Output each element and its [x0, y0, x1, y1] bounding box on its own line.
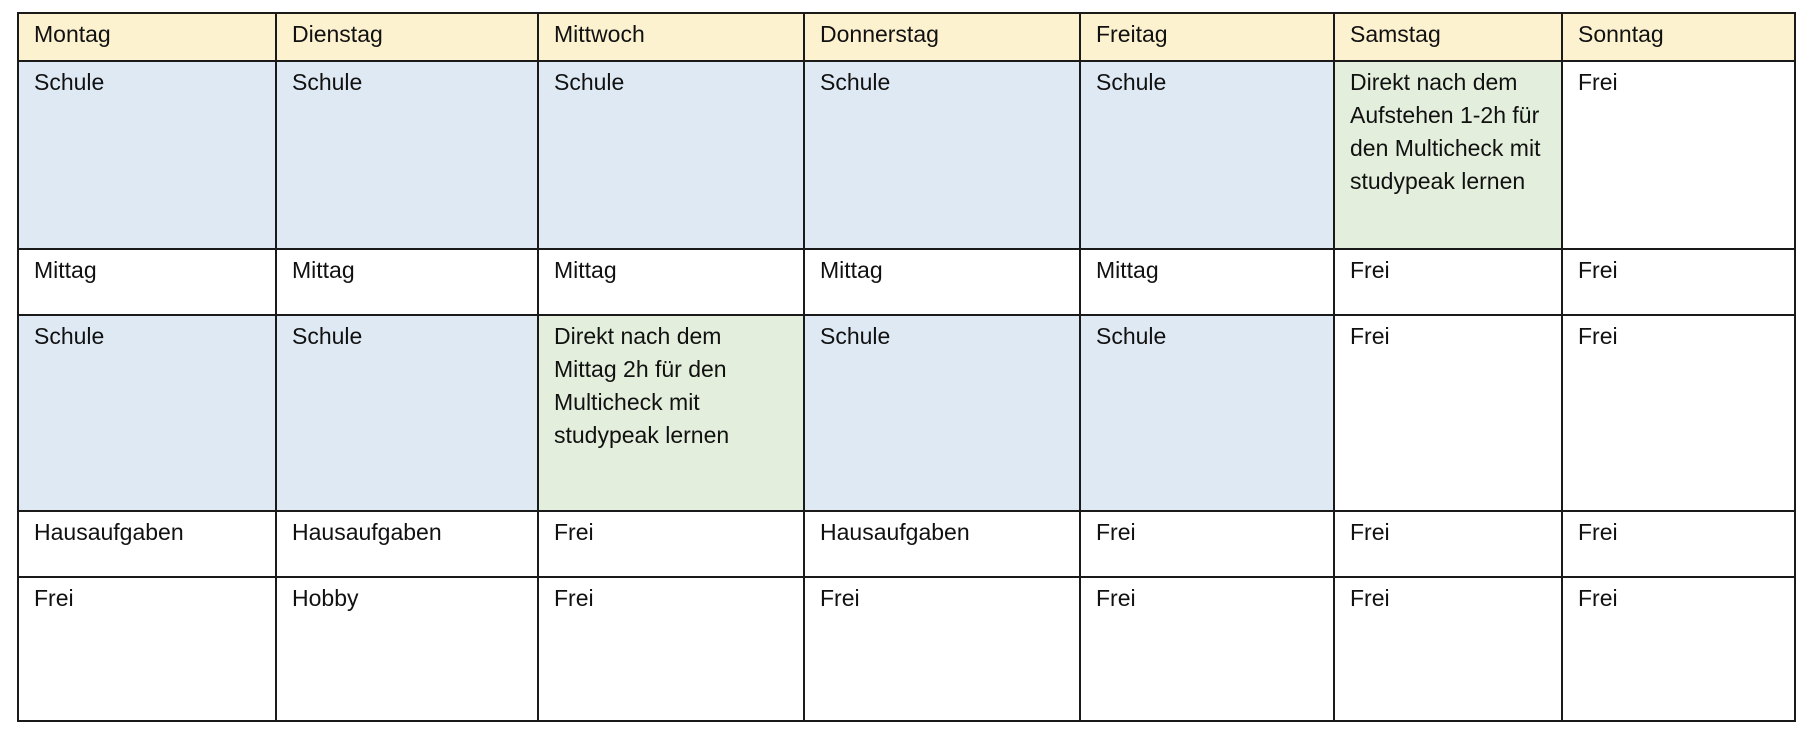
header-row [18, 13, 1795, 61]
table-row [18, 315, 1795, 511]
table-cell: Frei [804, 577, 1080, 721]
header-cell-donnerstag: Donnerstag [804, 13, 1080, 61]
table-row [18, 511, 1795, 577]
table-row [18, 249, 1795, 315]
table-cell: Hobby [276, 577, 538, 721]
table-cell: Schule [1080, 315, 1334, 511]
table-cell: Mittag [804, 249, 1080, 315]
table-cell: Mittag [538, 249, 804, 315]
header-cell-montag: Montag [18, 13, 276, 61]
table-cell: Frei [1562, 511, 1795, 577]
table-cell: Frei [1562, 61, 1795, 249]
table-cell: Mittag [276, 249, 538, 315]
table-cell: Frei [1080, 577, 1334, 721]
table-cell: Frei [1562, 315, 1795, 511]
table-cell: Schule [538, 61, 804, 249]
header-cell-sonntag: Sonntag [1562, 13, 1795, 61]
table-cell: Frei [538, 511, 804, 577]
table-cell: Direkt nach dem Mittag 2h für den Multicheck mit studypeak lernen [538, 315, 804, 511]
table-row [18, 61, 1795, 249]
weekly-schedule-table [17, 12, 1796, 722]
table-cell: Schule [276, 315, 538, 511]
table-cell: Frei [1334, 315, 1562, 511]
table-cell: Frei [538, 577, 804, 721]
table-cell: Mittag [1080, 249, 1334, 315]
table-cell: Hausaufgaben [276, 511, 538, 577]
table-cell: Frei [1562, 249, 1795, 315]
header-cell-samstag: Samstag [1334, 13, 1562, 61]
header-cell-mittwoch: Mittwoch [538, 13, 804, 61]
header-cell-freitag: Freitag [1080, 13, 1334, 61]
table-row [18, 577, 1795, 721]
table-cell: Schule [804, 315, 1080, 511]
table-cell: Frei [1562, 577, 1795, 721]
table-cell: Schule [18, 61, 276, 249]
table-cell: Frei [18, 577, 276, 721]
table-cell: Schule [1080, 61, 1334, 249]
table-cell: Frei [1334, 577, 1562, 721]
table-cell: Hausaufgaben [18, 511, 276, 577]
table-cell: Frei [1334, 511, 1562, 577]
table-cell: Frei [1080, 511, 1334, 577]
table-cell: Schule [276, 61, 538, 249]
table-cell: Mittag [18, 249, 276, 315]
header-cell-dienstag: Dienstag [276, 13, 538, 61]
table-cell: Hausaufgaben [804, 511, 1080, 577]
table-cell: Frei [1334, 249, 1562, 315]
table-cell: Schule [804, 61, 1080, 249]
table-cell: Direkt nach dem Aufstehen 1-2h für den Multicheck mit studypeak lernen [1334, 61, 1562, 249]
table-cell: Schule [18, 315, 276, 511]
